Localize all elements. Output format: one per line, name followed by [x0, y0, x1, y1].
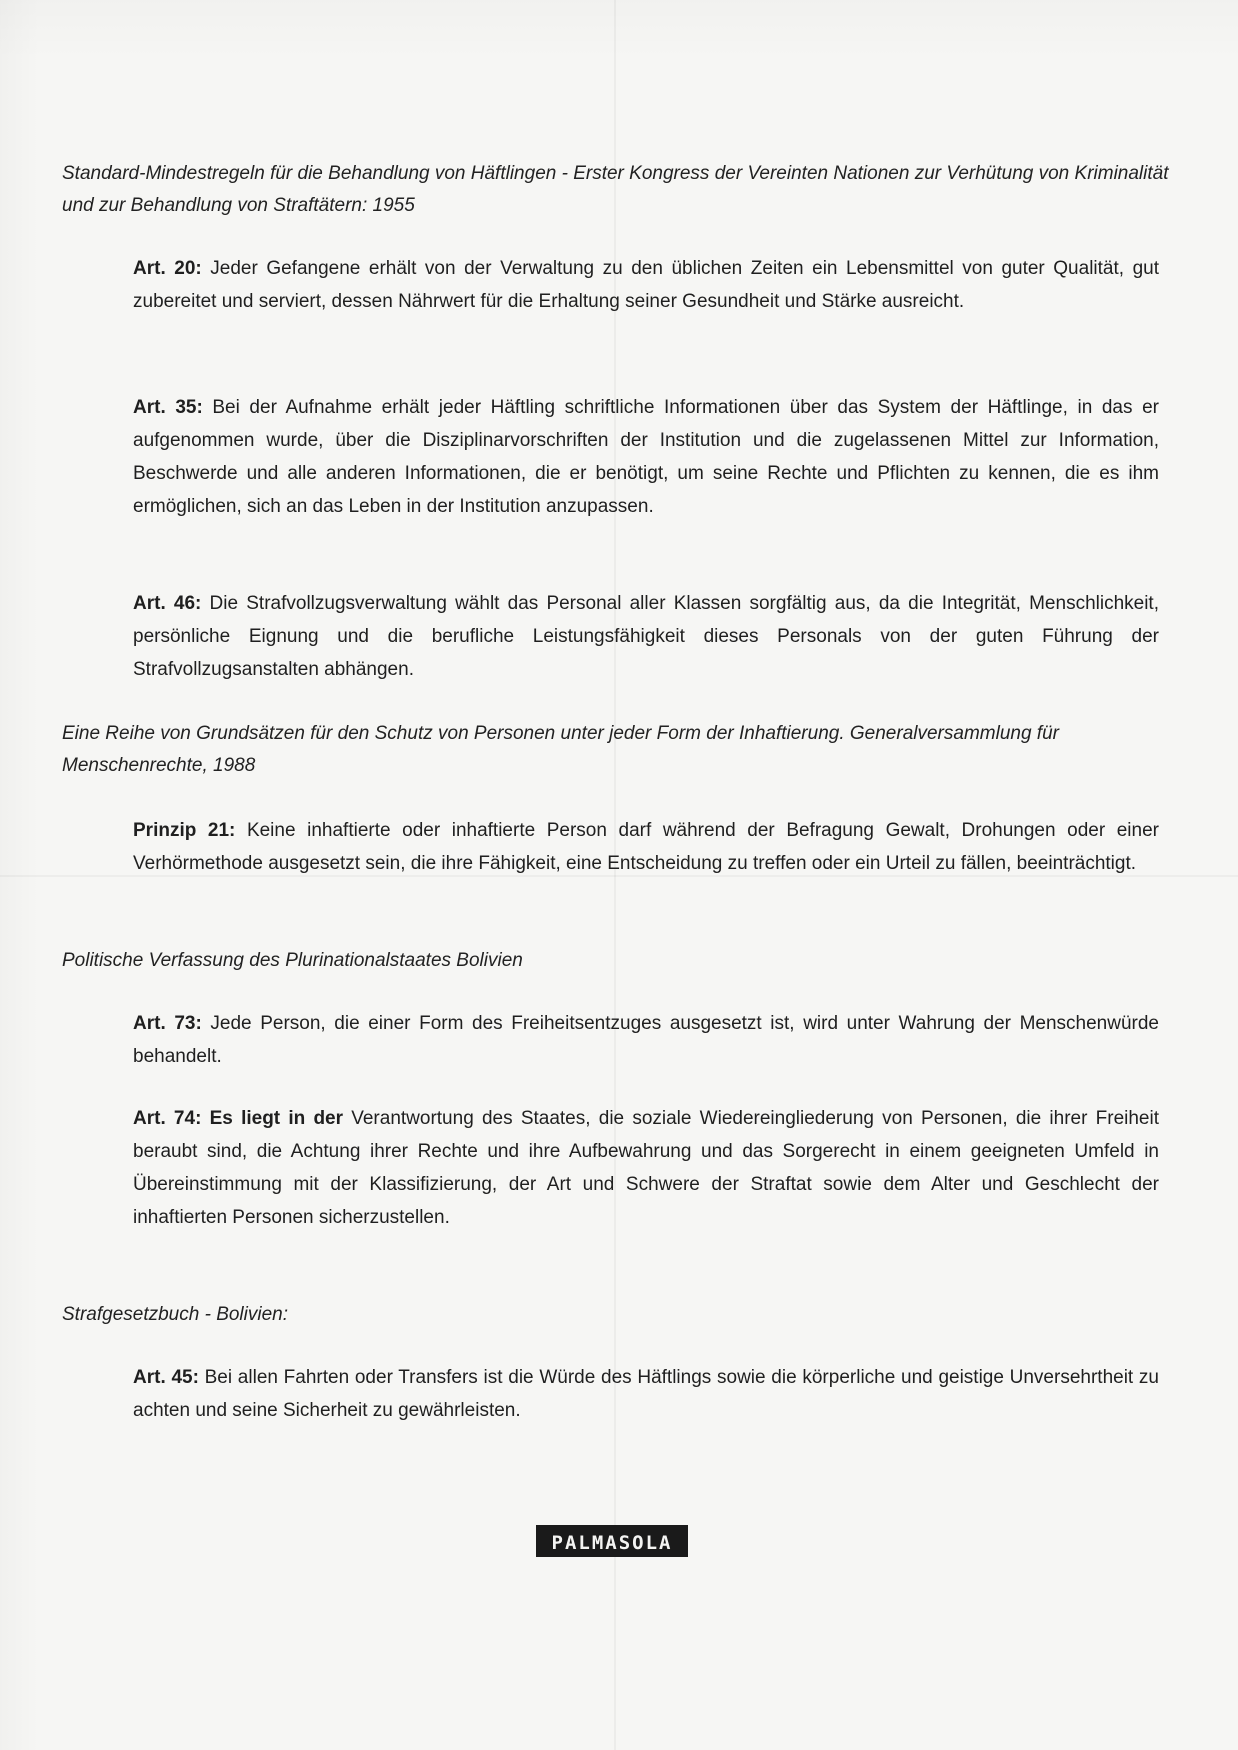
- article-text: Verantwortung des Staates, die soziale Wiedereingliederung von Personen, die ihrer Freiheit beraubt sind, die Achtung ihrer Rechte und ihre Aufbewahrung und das Sorgerecht in einem geeigneten Umfeld in Übereinstimmung mit der Klassifizierung, der Art und Schwere der Straftat sowie dem Alter und Geschlecht der inhaftierten Personen sicherzustellen.: [133, 1108, 1159, 1228]
- article-46: [133, 587, 1159, 686]
- principle-21: [133, 814, 1159, 880]
- article-label: Prinzip 21:: [133, 820, 236, 841]
- article-label: Art. 35:: [133, 397, 203, 418]
- article-text: Bei der Aufnahme erhält jeder Häftling schriftliche Informationen über das System der Häftlinge, in das er aufgenommen wurde, über die Disziplinarvorschriften der Institution und die zugelassenen Mittel zur Information, Beschwerde und alle anderen Informationen, die er benötigt, um seine Rechte und Pflichten zu kennen, die es ihm ermöglichen, sich an das Leben in der Institution anzupassen.: [133, 397, 1159, 517]
- palmasola-logo: PALMASOLA: [536, 1525, 688, 1557]
- article-text: Jeder Gefangene erhält von der Verwaltung zu den üblichen Zeiten ein Lebensmittel von guter Qualität, gut zubereitet und serviert, dessen Nährwert für die Erhaltung seiner Gesundheit und Stärke ausreicht.: [133, 258, 1159, 312]
- article-35: [133, 391, 1159, 523]
- section-title-un-standard-rules: Standard-Mindestregeln für die Behandlung von Häftlingen - Erster Kongress der Vereinten Nationen zur Verhütung von Kriminalität und zur Behandlung von Straftätern: 1955: [62, 163, 1169, 216]
- article-label: Art. 74: Es liegt in der: [133, 1108, 344, 1129]
- article-74: [133, 1102, 1159, 1234]
- article-text: Jede Person, die einer Form des Freiheitsentzuges ausgesetzt ist, wird unter Wahrung der Menschenwürde behandelt.: [133, 1013, 1159, 1067]
- article-text: Bei allen Fahrten oder Transfers ist die Würde des Häftlings sowie die körperliche und geistige Unversehrtheit zu achten und seine Sicherheit zu gewährleisten.: [133, 1367, 1159, 1421]
- section-title-bolivian-penal-code: Strafgesetzbuch - Bolivien:: [62, 1304, 289, 1325]
- article-text: Keine inhaftierte oder inhaftierte Person darf während der Befragung Gewalt, Drohungen oder einer Verhörmethode ausgesetzt sein, die ihre Fähigkeit, eine Entscheidung zu treffen oder ein Urteil zu fällen, beeinträchtigt.: [133, 820, 1159, 874]
- article-label: Art. 73:: [133, 1013, 202, 1034]
- article-label: Art. 46:: [133, 593, 202, 614]
- article-label: Art. 45:: [133, 1367, 199, 1388]
- article-text: Die Strafvollzugsverwaltung wählt das Personal aller Klassen sorgfältig aus, da die Integrität, Menschlichkeit, persönliche Eignung und die berufliche Leistungsfähigkeit dieses Personals von der guten Führung der Strafvollzugsanstalten abhängen.: [133, 593, 1159, 680]
- article-45: [133, 1361, 1159, 1427]
- section-title-bolivian-constitution: Politische Verfassung des Plurinationalstaates Bolivien: [62, 950, 523, 971]
- article-20: [133, 252, 1159, 318]
- article-73: [133, 1007, 1159, 1073]
- section-title-detention-principles: Eine Reihe von Grundsätzen für den Schutz von Personen unter jeder Form der Inhaftierung. Generalversammlung für Menschenrechte, 1988: [62, 723, 1059, 776]
- article-label: Art. 20:: [133, 258, 202, 279]
